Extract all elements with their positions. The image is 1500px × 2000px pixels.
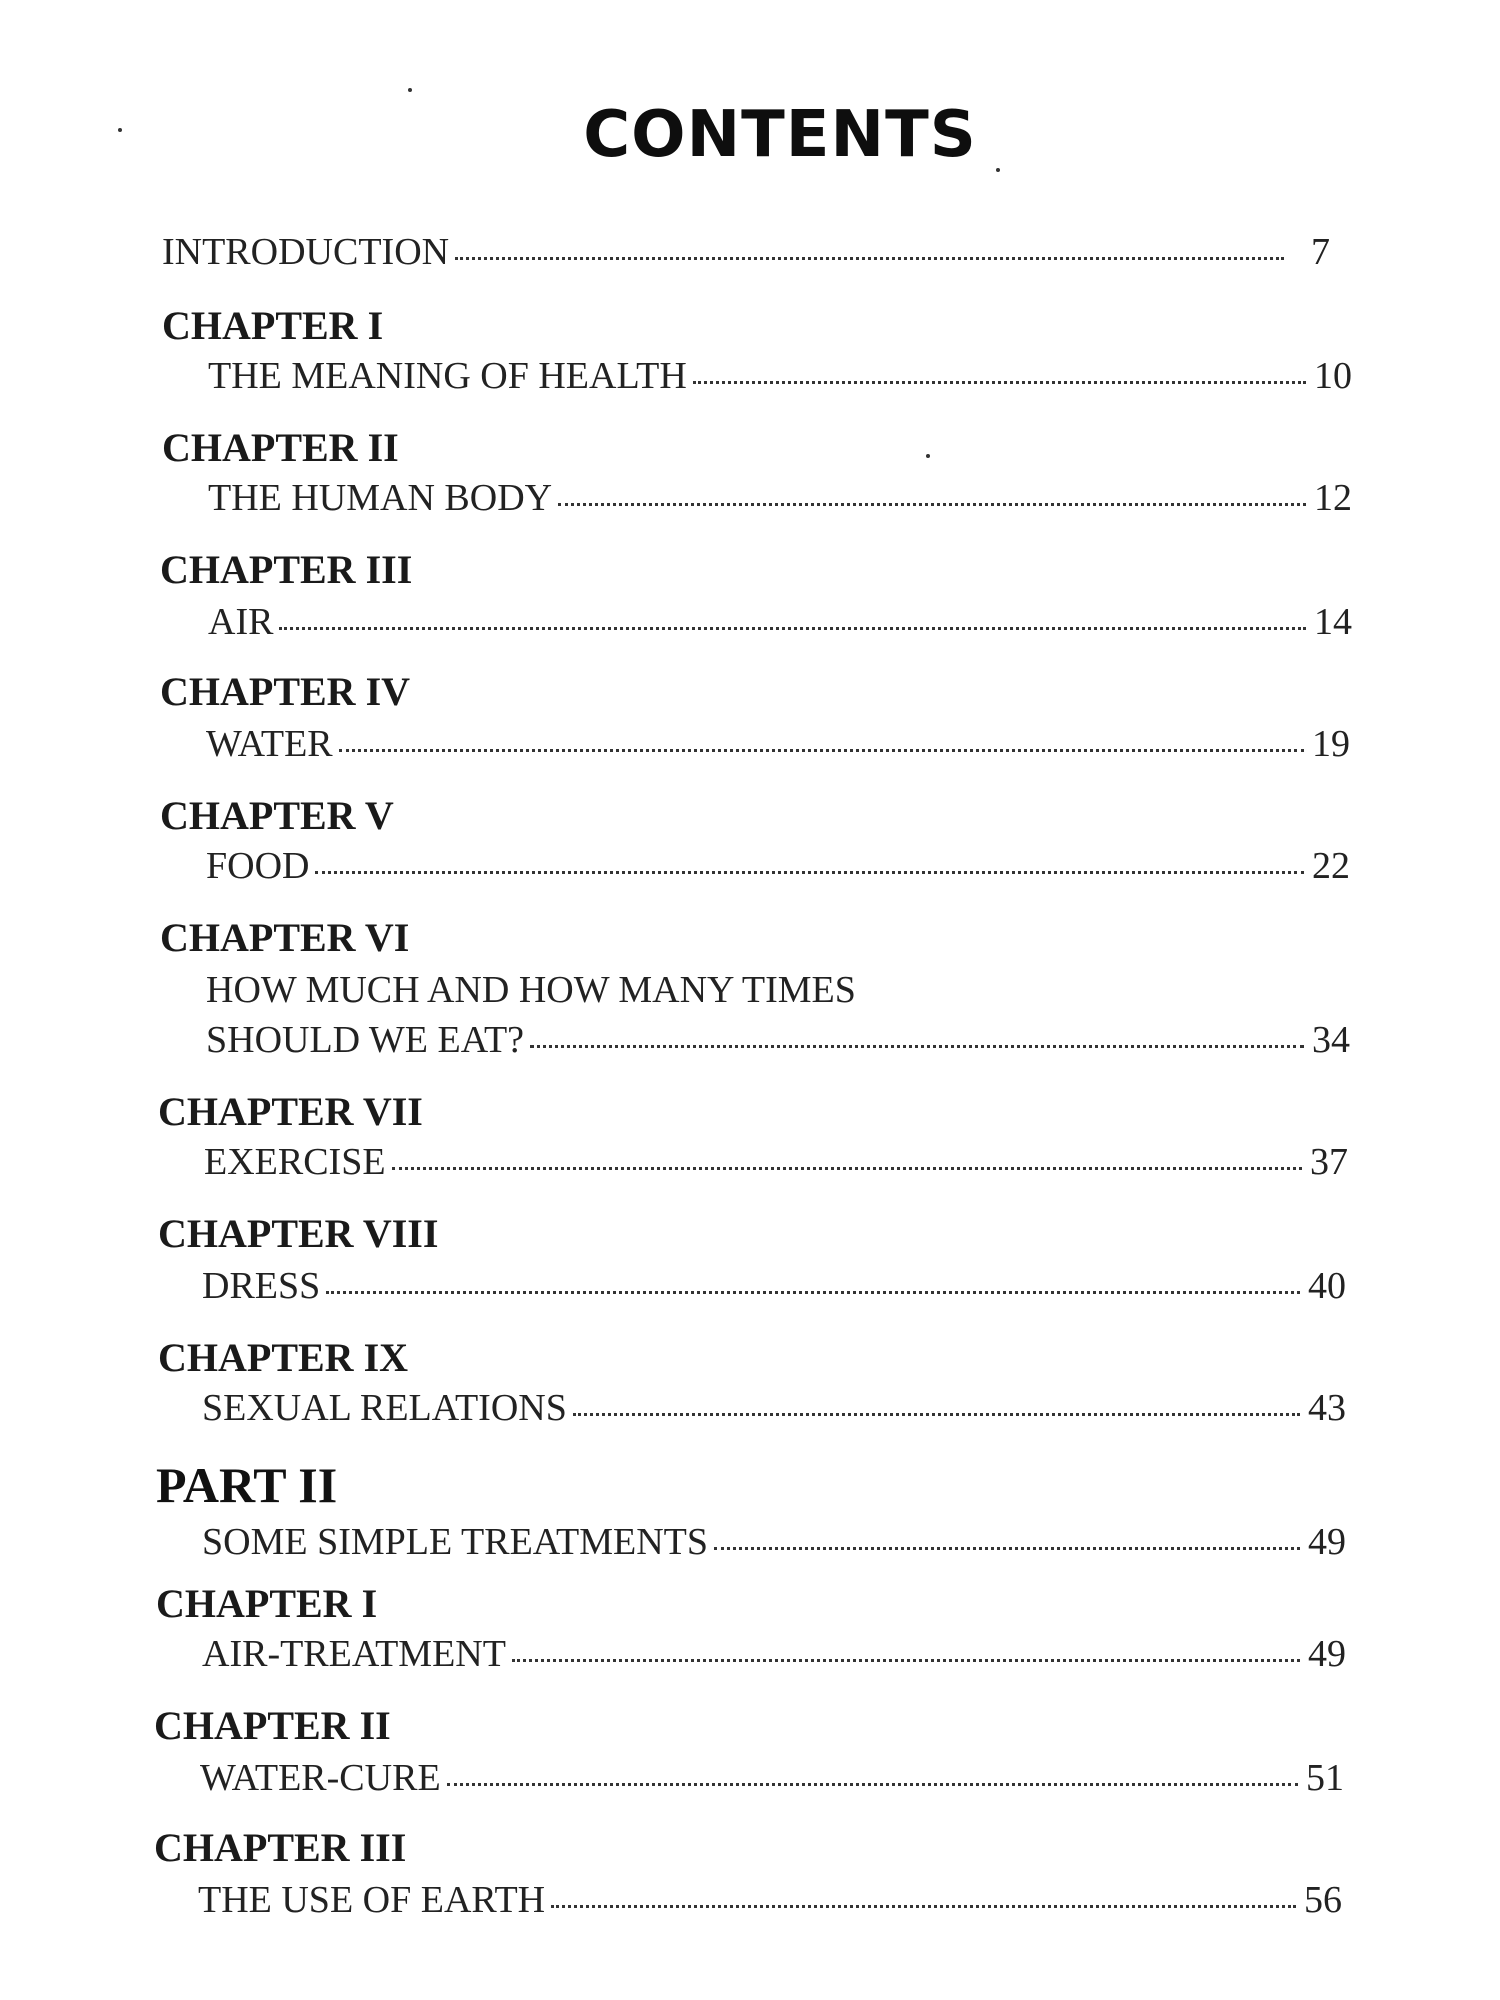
scan-speck: [408, 88, 412, 92]
entry-title-line: HOW MUCH AND HOW MANY TIMES: [206, 969, 856, 1011]
toc-entry: [200, 1756, 1344, 1800]
dot-leader: [326, 1291, 1300, 1294]
page-number: 7: [1311, 231, 1330, 273]
entry-title: SHOULD WE EAT?: [206, 1019, 525, 1061]
entry-title: FOOD: [206, 845, 310, 887]
chapter-heading: CHAPTER IV: [160, 669, 411, 714]
dot-leader: [392, 1167, 1302, 1170]
scan-speck: [926, 454, 930, 458]
page-number: 49: [1308, 1521, 1346, 1563]
entry-title: SOME SIMPLE TREATMENTS: [202, 1521, 709, 1563]
toc-entry: [198, 1878, 1342, 1922]
entry-title: THE MEANING OF HEALTH: [208, 355, 687, 397]
entry-title: THE USE OF EARTH: [198, 1879, 546, 1921]
toc-entry: [202, 1386, 1346, 1430]
page-number: 14: [1314, 601, 1352, 643]
entry-title: WATER: [206, 723, 333, 765]
toc-entry: [208, 476, 1352, 520]
toc-entry: [202, 1520, 1346, 1564]
chapter-heading: CHAPTER V: [160, 793, 394, 838]
scan-speck: [118, 128, 122, 132]
toc-entry: [206, 722, 1350, 766]
dot-leader: [551, 1905, 1296, 1908]
chapter-heading: CHAPTER III: [160, 547, 413, 592]
chapter-heading: CHAPTER I: [162, 303, 384, 348]
dot-leader: [512, 1659, 1300, 1662]
dot-leader: [339, 749, 1304, 752]
dot-leader: [315, 871, 1304, 874]
toc-entry: [206, 1018, 1350, 1062]
entry-title: EXERCISE: [204, 1141, 386, 1183]
page-number: 56: [1304, 1879, 1342, 1921]
chapter-heading: CHAPTER II: [162, 425, 399, 470]
entry-title: AIR: [208, 601, 274, 643]
dot-leader: [530, 1045, 1304, 1048]
chapter-heading: CHAPTER VI: [160, 915, 410, 960]
entry-title: THE HUMAN BODY: [208, 477, 553, 519]
page-number: 22: [1312, 845, 1350, 887]
chapter-heading: CHAPTER IX: [158, 1335, 409, 1380]
page-number: 12: [1314, 477, 1352, 519]
dot-leader: [558, 503, 1306, 506]
part-heading: PART II: [156, 1457, 338, 1513]
dot-leader: [279, 627, 1306, 630]
page-number: 43: [1308, 1387, 1346, 1429]
entry-title: DRESS: [202, 1265, 321, 1307]
entry-title: INTRODUCTION: [162, 231, 450, 273]
chapter-heading: CHAPTER II: [154, 1703, 391, 1748]
page-number: 49: [1308, 1633, 1346, 1675]
toc-entry: [206, 844, 1350, 888]
toc-entry: [202, 1632, 1346, 1676]
page-title: CONTENTS: [583, 98, 977, 172]
scan-speck: [996, 168, 1000, 172]
toc-entry: [204, 1140, 1348, 1184]
toc-entry: [208, 600, 1352, 644]
chapter-heading: CHAPTER VII: [158, 1089, 423, 1134]
chapter-heading: CHAPTER I: [156, 1581, 378, 1626]
entry-title: SEXUAL RELATIONS: [202, 1387, 567, 1429]
page-number: 37: [1310, 1141, 1348, 1183]
dot-leader: [447, 1783, 1298, 1786]
chapter-heading: CHAPTER VIII: [158, 1211, 439, 1256]
toc-entry-introduction: [162, 230, 1330, 274]
toc-entry: [202, 1264, 1346, 1308]
entry-title: AIR-TREATMENT: [202, 1633, 506, 1675]
dot-leader: [573, 1413, 1300, 1416]
page-number: 19: [1312, 723, 1350, 765]
dot-leader: [693, 381, 1306, 384]
page-number: 10: [1314, 355, 1352, 397]
page-number: 40: [1308, 1265, 1346, 1307]
page-number: 51: [1306, 1757, 1344, 1799]
dot-leader: [714, 1547, 1300, 1550]
toc-entry: [208, 354, 1352, 398]
chapter-heading: CHAPTER III: [154, 1825, 407, 1870]
page-number: 34: [1312, 1019, 1350, 1061]
dot-leader: [455, 257, 1284, 260]
entry-title: WATER-CURE: [200, 1757, 441, 1799]
